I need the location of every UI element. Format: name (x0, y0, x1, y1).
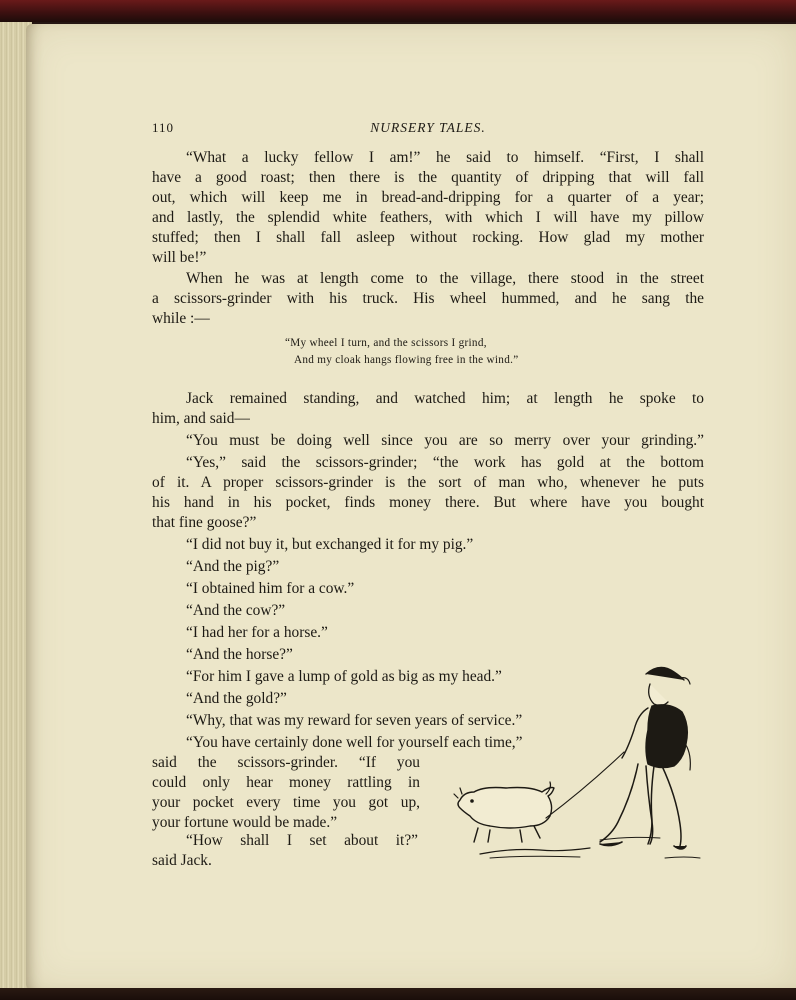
text-line: his hand in his pocket, finds money there. But where have you bought (152, 494, 704, 511)
text-line: “And the horse?” (186, 646, 293, 663)
text-line: said the scissors-grinder. “If you (152, 754, 420, 771)
text-line: “What a lucky fellow I am!” he said to himself. “First, I shall (186, 149, 704, 166)
text-line: “And the gold?” (186, 690, 287, 707)
text-line: “You must be doing well since you are so merry over your grinding.” (186, 432, 704, 449)
text-line: that fine goose?” (152, 514, 257, 531)
text-line: “For him I gave a lump of gold as big as my head.” (186, 668, 502, 685)
text-line: stuffed; then I shall fall asleep without rocking. How glad my mother (152, 229, 704, 246)
text-line: “You have certainly done well for yourself each time,” (186, 734, 523, 751)
text-line: “I obtained him for a cow.” (186, 580, 355, 597)
text-line: your fortune would be made.” (152, 814, 338, 831)
text-line: could only hear money rattling in (152, 774, 420, 791)
verse-line: “My wheel I turn, and the scissors I grind, (285, 337, 487, 349)
text-line: Jack remained standing, and watched him; at length he spoke to (186, 390, 704, 407)
text-line: “How shall I set about it?” (186, 832, 418, 849)
running-title: NURSERY TALES. (370, 120, 486, 135)
text-line: have a good roast; then there is the quantity of dripping that will fall (152, 169, 704, 186)
text-line: said Jack. (152, 852, 212, 869)
book-cover-top (0, 0, 796, 22)
text-line: him, and said— (152, 410, 250, 427)
running-head (152, 118, 704, 138)
text-line: “Why, that was my reward for seven years of service.” (186, 712, 523, 729)
book-cover-bottom (0, 988, 796, 1000)
text-line: will be!” (152, 249, 207, 266)
text-line: “Yes,” said the scissors-grinder; “the work has gold at the bottom (186, 454, 704, 471)
text-line: “I had her for a horse.” (186, 624, 328, 641)
text-line: “And the cow?” (186, 602, 286, 619)
text-line: “I did not buy it, but exchanged it for my pig.” (186, 536, 474, 553)
text-line: your pocket every time you got up, (152, 794, 420, 811)
text-line: out, which will keep me in bread-and-dripping for a quarter of a year; (152, 189, 704, 206)
text-line: of it. A proper scissors-grinder is the sort of man who, whenever he puts (152, 474, 704, 491)
text-line: while :— (152, 310, 210, 327)
jack-and-pig-illustration (450, 658, 720, 864)
text-line: and lastly, the splendid white feathers, with which I will have my pillow (152, 209, 704, 226)
page-number: 110 (152, 120, 175, 135)
text-line: When he was at length come to the village, there stood in the street (186, 270, 704, 287)
text-line: “And the pig?” (186, 558, 280, 575)
verse-line: And my cloak hangs flowing free in the wind.” (294, 354, 519, 366)
text-line: a scissors-grinder with his truck. His wheel hummed, and he sang the (152, 290, 704, 307)
